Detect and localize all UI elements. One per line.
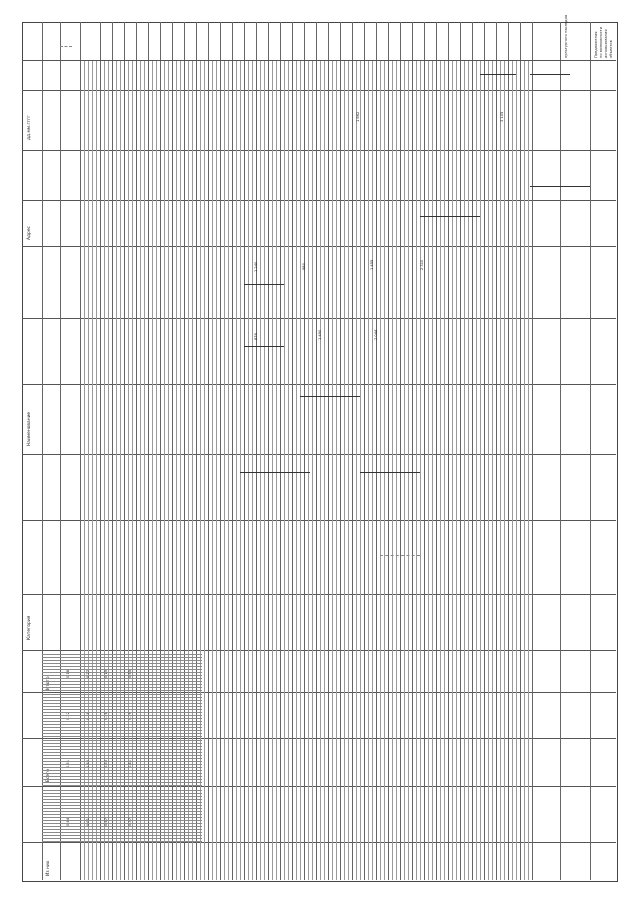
column-line (492, 60, 493, 880)
table-row (42, 733, 202, 734)
column-line (128, 60, 129, 880)
table-row (42, 706, 202, 707)
table-row (42, 835, 202, 836)
value-label: 2 044 (374, 329, 378, 340)
column-line (144, 60, 145, 880)
column-line (260, 60, 261, 880)
column-line (224, 60, 225, 880)
table-row (42, 749, 202, 750)
column-line (348, 60, 349, 880)
column-line (524, 60, 525, 880)
column-line (168, 60, 169, 880)
table-row (42, 703, 202, 704)
table-row (42, 678, 202, 679)
value-label: 1 240 (254, 261, 258, 272)
column-line (440, 60, 441, 880)
table-row (42, 779, 202, 780)
column-line (364, 22, 365, 880)
column-line (200, 60, 201, 880)
column-line (164, 60, 165, 880)
column-line (108, 60, 109, 880)
table-row (42, 805, 202, 806)
field-underline (244, 346, 284, 347)
column-line (220, 22, 221, 880)
column-line (528, 60, 529, 880)
table-row (42, 829, 202, 830)
table-row (42, 654, 202, 655)
table-row (42, 687, 202, 688)
table-row (42, 820, 202, 821)
column-line (248, 60, 249, 880)
column-line (272, 60, 273, 880)
section-title: Адрес (27, 226, 32, 240)
table-row (42, 672, 202, 673)
column-line (292, 22, 293, 880)
header-text: использования (604, 29, 608, 58)
column-line (460, 22, 461, 880)
column-line (448, 22, 449, 880)
header-divider (22, 60, 616, 61)
table-row (42, 690, 202, 691)
column-line (284, 60, 285, 880)
table-row (42, 694, 202, 695)
column-line (340, 22, 341, 880)
field-underline (244, 284, 284, 285)
cell-value: 0.27 (86, 669, 90, 678)
table-row (42, 770, 202, 771)
table-row (42, 736, 202, 737)
column-line (84, 60, 85, 880)
header-text: Предложения (594, 31, 598, 58)
header-text: объектов (609, 40, 613, 58)
column-line (180, 60, 181, 880)
column-line (508, 22, 509, 880)
table-row (42, 799, 202, 800)
column-line (560, 22, 561, 880)
field-underline (420, 216, 480, 217)
table-row (42, 657, 202, 658)
column-line (408, 60, 409, 880)
column-line (332, 60, 333, 880)
header-text: по возможности (599, 26, 603, 58)
column-line (504, 60, 505, 880)
cell-value: 0.41 (128, 759, 132, 768)
cell-value: 0.19 (104, 669, 108, 678)
column-line (444, 60, 445, 880)
table-row (42, 764, 202, 765)
value-label: 2 310 (420, 259, 424, 270)
cell-value: 0.47 (104, 817, 108, 826)
table-row (42, 746, 202, 747)
table-row (42, 761, 202, 762)
field-underline (300, 396, 360, 397)
table-row (42, 823, 202, 824)
column-line (412, 22, 413, 880)
cell-value: 0.37 (128, 817, 132, 826)
column-line (152, 60, 153, 880)
column-line (452, 60, 453, 880)
table-row (42, 724, 202, 725)
table-row (42, 721, 202, 722)
column-line (456, 60, 457, 880)
column-line (352, 22, 353, 880)
table-row (42, 832, 202, 833)
column-line (92, 60, 93, 880)
column-line (380, 60, 381, 880)
column-line (516, 60, 517, 880)
column-line (256, 22, 257, 880)
column-line (480, 60, 481, 880)
value-label: 980 (302, 263, 306, 270)
value-label: 876 (254, 333, 258, 340)
column-line (484, 22, 485, 880)
table-row (42, 811, 202, 812)
row-group-label: Из них (46, 860, 51, 876)
dashed-line (380, 555, 420, 556)
column-line (176, 60, 177, 880)
column-line (404, 60, 405, 880)
table-row (42, 666, 202, 667)
column-line (244, 22, 245, 880)
column-line (96, 60, 97, 880)
column-line (392, 60, 393, 880)
column-line (396, 60, 397, 880)
column-line (312, 60, 313, 880)
column-line (336, 60, 337, 880)
column-line (424, 22, 425, 880)
column-line (360, 60, 361, 880)
cell-value: 0.55 (128, 669, 132, 678)
table-row (42, 814, 202, 815)
cell-value: 0.26 (128, 711, 132, 720)
column-line (512, 60, 513, 880)
column-line (328, 22, 329, 880)
table-row (42, 758, 202, 759)
column-line (384, 60, 385, 880)
row-group-label: Итого (46, 676, 51, 690)
table-row (42, 743, 202, 744)
table-row (42, 712, 202, 713)
value-label: 1 455 (370, 259, 374, 270)
column-line (264, 60, 265, 880)
column-line (236, 60, 237, 880)
column-line (388, 22, 389, 880)
table-row (42, 755, 202, 756)
row-group-label: Всего (46, 768, 51, 782)
column-line (204, 60, 205, 880)
table-row (42, 808, 202, 809)
field-underline (530, 74, 570, 75)
column-line (188, 60, 189, 880)
cell-value: 0.28 (104, 711, 108, 720)
column-line (240, 60, 241, 880)
field-underline (360, 472, 420, 473)
column-line (324, 60, 325, 880)
table-row (42, 669, 202, 670)
cell-value: 0.18 (66, 669, 70, 678)
dashed-line (60, 46, 72, 47)
section-title: дд.мм.гггг (27, 115, 32, 140)
column-line (416, 60, 417, 880)
column-line (532, 22, 533, 880)
column-line (372, 60, 373, 880)
column-line (116, 60, 117, 880)
column-line (140, 60, 141, 880)
field-underline (240, 472, 310, 473)
table-row (42, 782, 202, 783)
section-title: Наименование (27, 411, 32, 446)
column-line (344, 60, 345, 880)
column-line (104, 60, 105, 880)
column-line (132, 60, 133, 880)
value-label: 3 105 (500, 111, 504, 122)
table-row (42, 684, 202, 685)
table-row (42, 817, 202, 818)
column-line (192, 60, 193, 880)
column-line (436, 22, 437, 880)
column-line (216, 60, 217, 880)
column-line (212, 60, 213, 880)
column-line (228, 60, 229, 880)
table-row (42, 802, 202, 803)
column-line (468, 60, 469, 880)
table-row (42, 776, 202, 777)
table-row (42, 727, 202, 728)
value-label: 1 862 (356, 111, 360, 122)
column-line (590, 22, 591, 880)
cell-value: 0.52 (86, 759, 90, 768)
field-underline (530, 186, 590, 187)
table-row (42, 767, 202, 768)
cell-value: 0.22 (66, 711, 70, 720)
cell-value: 0.33 (104, 759, 108, 768)
cell-value: 0.39 (86, 711, 90, 720)
column-line (288, 60, 289, 880)
column-line (316, 22, 317, 880)
table-row (42, 709, 202, 710)
section-title: Категория (27, 615, 32, 640)
column-line (356, 60, 357, 880)
table-row (42, 785, 202, 786)
column-line (496, 22, 497, 880)
column-line (304, 22, 305, 880)
column-line (88, 60, 89, 880)
table-row (42, 730, 202, 731)
table-row (42, 700, 202, 701)
table-row (42, 740, 202, 741)
table-row (42, 826, 202, 827)
column-line (156, 60, 157, 880)
table-row (42, 793, 202, 794)
column-line (268, 22, 269, 880)
table-row (42, 718, 202, 719)
table-row (42, 663, 202, 664)
cell-value: 0.31 (66, 759, 70, 768)
column-line (428, 60, 429, 880)
column-line (368, 60, 369, 880)
column-line (420, 60, 421, 880)
column-line (376, 22, 377, 880)
column-line (464, 60, 465, 880)
table-row (42, 752, 202, 753)
table-row (42, 715, 202, 716)
column-line (120, 60, 121, 880)
column-line (500, 60, 501, 880)
column-line (296, 60, 297, 880)
value-label: 1 490 (318, 329, 322, 340)
cell-value: 0.44 (66, 817, 70, 826)
table-row (42, 838, 202, 839)
table-row (42, 796, 202, 797)
table-row (42, 841, 202, 842)
table-row (42, 790, 202, 791)
column-line (520, 22, 521, 880)
column-line (432, 60, 433, 880)
header-text: культурного наследия (564, 14, 568, 58)
column-line (488, 60, 489, 880)
column-line (232, 22, 233, 880)
column-line (252, 60, 253, 880)
cell-value: 0.61 (86, 817, 90, 826)
column-line (208, 22, 209, 880)
column-line (276, 60, 277, 880)
table-row (42, 660, 202, 661)
column-line (300, 60, 301, 880)
column-line (476, 60, 477, 880)
column-line (472, 22, 473, 880)
column-line (280, 22, 281, 880)
table-row (42, 675, 202, 676)
column-line (308, 60, 309, 880)
column-line (400, 22, 401, 880)
table-row (42, 697, 202, 698)
field-underline (480, 74, 516, 75)
table-row (42, 773, 202, 774)
column-line (320, 60, 321, 880)
table-row (42, 681, 202, 682)
